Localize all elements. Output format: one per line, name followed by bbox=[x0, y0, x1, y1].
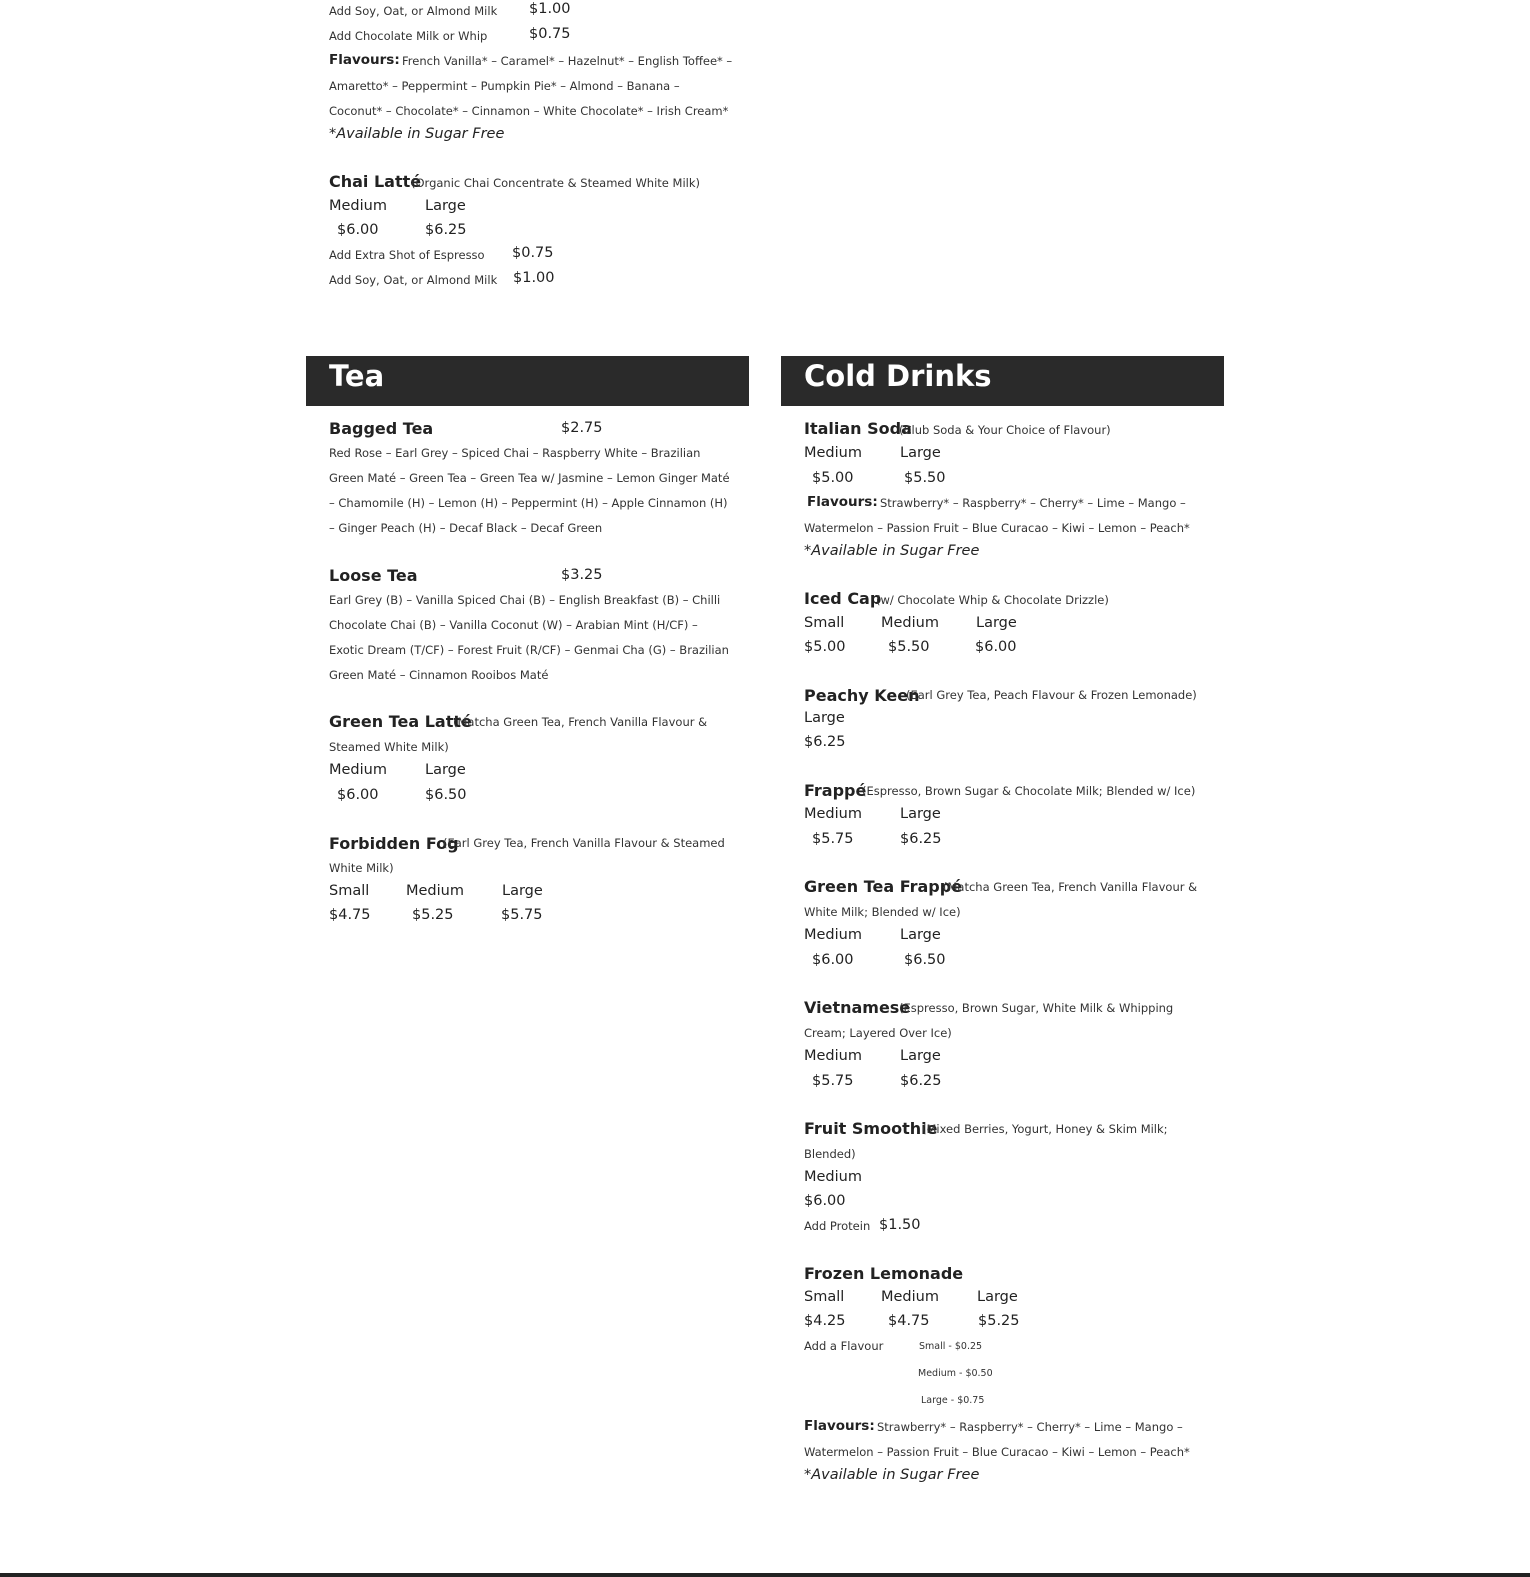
peachy-keen-name: Peachy Keen bbox=[804, 686, 920, 705]
green-tea-latte-name: Green Tea Latté bbox=[329, 712, 472, 731]
price: $5.75 bbox=[812, 1073, 854, 1089]
flavours-line: Watermelon – Passion Fruit – Blue Curacao – Kiwi – Lemon – Peach* bbox=[804, 521, 1190, 535]
flavours-label: Flavours: bbox=[804, 1418, 875, 1434]
price: $5.25 bbox=[978, 1313, 1020, 1329]
flavour-price-large: Large - $0.75 bbox=[921, 1395, 985, 1406]
flavours-label: Flavours: bbox=[329, 52, 400, 68]
addon-milk-label: Add Soy, Oat, or Almond Milk bbox=[329, 273, 498, 287]
green-tea-latte-desc: (Matcha Green Tea, French Vanilla Flavour & bbox=[453, 715, 708, 729]
price: $6.25 bbox=[804, 734, 846, 750]
price: $4.25 bbox=[804, 1313, 846, 1329]
addon-choc-label: Add Chocolate Milk or Whip bbox=[329, 29, 488, 43]
flavours-line: Coconut* – Chocolate* – Cinnamon – White Chocolate* – Irish Cream* bbox=[329, 104, 729, 118]
addon-milk-price: $1.00 bbox=[513, 270, 555, 286]
size-label: Large bbox=[900, 1048, 941, 1064]
vietnamese-desc: Cream; Layered Over Ice) bbox=[804, 1026, 952, 1040]
size-label: Small bbox=[804, 615, 845, 631]
price: $5.50 bbox=[888, 639, 930, 655]
size-label: Large bbox=[425, 762, 466, 778]
green-tea-frappe-desc: (Matcha Green Tea, French Vanilla Flavour & bbox=[943, 880, 1198, 894]
size-label: Large bbox=[502, 883, 543, 899]
size-label: Large bbox=[900, 927, 941, 943]
flavours-line: Amaretto* – Peppermint – Pumpkin Pie* – Almond – Banana – bbox=[329, 79, 680, 93]
size-label: Medium bbox=[329, 198, 387, 214]
flavours-line: Strawberry* – Raspberry* – Cherry* – Lime – Mango – bbox=[880, 496, 1186, 510]
price: $6.50 bbox=[425, 787, 467, 803]
chai-latte-desc: (Organic Chai Concentrate & Steamed White Milk) bbox=[411, 176, 700, 190]
size-label: Medium bbox=[804, 927, 862, 943]
tea-title: Tea bbox=[329, 359, 385, 393]
green-tea-frappe-name: Green Tea Frappé bbox=[804, 877, 963, 896]
bottom-divider bbox=[0, 1573, 1530, 1577]
size-label: Large bbox=[976, 615, 1017, 631]
frozen-lemonade-name: Frozen Lemonade bbox=[804, 1264, 964, 1283]
addon-milk-price: $1.00 bbox=[529, 1, 571, 17]
size-label: Large bbox=[900, 445, 941, 461]
price: $5.50 bbox=[904, 470, 946, 486]
size-label: Medium bbox=[329, 762, 387, 778]
price: $5.00 bbox=[812, 470, 854, 486]
price: $5.75 bbox=[501, 907, 543, 923]
vietnamese-desc: (Espresso, Brown Sugar, White Milk & Whipping bbox=[899, 1001, 1174, 1015]
price: $6.00 bbox=[337, 787, 379, 803]
fruit-smoothie-desc: Blended) bbox=[804, 1147, 856, 1161]
peachy-keen-desc: (Earl Grey Tea, Peach Flavour & Frozen Lemonade) bbox=[906, 688, 1197, 702]
green-tea-latte-desc: Steamed White Milk) bbox=[329, 740, 449, 754]
price: $5.25 bbox=[412, 907, 454, 923]
flavours-line: French Vanilla* – Caramel* – Hazelnut* – English Toffee* – bbox=[402, 54, 733, 68]
bagged-tea-name: Bagged Tea bbox=[329, 419, 434, 438]
tea-header bbox=[306, 356, 749, 406]
flavours-line: Strawberry* – Raspberry* – Cherry* – Lime – Mango – bbox=[877, 1420, 1183, 1434]
iced-cap-name: Iced Cap bbox=[804, 589, 882, 608]
addon-milk-label: Add Soy, Oat, or Almond Milk bbox=[329, 4, 498, 18]
price: $6.50 bbox=[904, 952, 946, 968]
price: $4.75 bbox=[888, 1313, 930, 1329]
price: $6.25 bbox=[900, 831, 942, 847]
size-label: Medium bbox=[881, 1289, 939, 1305]
chai-latte-name: Chai Latté bbox=[329, 172, 422, 191]
price: $6.00 bbox=[812, 952, 854, 968]
forbidden-fog-name: Forbidden Fog bbox=[329, 834, 459, 853]
green-tea-frappe-desc: White Milk; Blended w/ Ice) bbox=[804, 905, 961, 919]
fruit-smoothie-desc: (Mixed Berries, Yogurt, Honey & Skim Milk; bbox=[922, 1122, 1168, 1136]
tea-list-line: Earl Grey (B) – Vanilla Spiced Chai (B) – English Breakfast (B) – Chilli bbox=[329, 593, 721, 607]
forbidden-fog-desc: White Milk) bbox=[329, 861, 394, 875]
tea-list-line: Chocolate Chai (B) – Vanilla Coconut (W) – Arabian Mint (H/CF) – bbox=[329, 618, 698, 632]
tea-list-line: Green Maté – Green Tea – Green Tea w/ Jasmine – Lemon Ginger Maté bbox=[329, 471, 730, 485]
loose-tea-name: Loose Tea bbox=[329, 566, 418, 585]
italian-soda-desc: (Club Soda & Your Choice of Flavour) bbox=[899, 423, 1111, 437]
flavour-price-medium: Medium - $0.50 bbox=[918, 1368, 993, 1379]
addon-espresso-label: Add Extra Shot of Espresso bbox=[329, 248, 485, 262]
price: $4.75 bbox=[329, 907, 371, 923]
forbidden-fog-desc: (Earl Grey Tea, French Vanilla Flavour & Steamed bbox=[443, 836, 725, 850]
size-label: Medium bbox=[804, 1169, 862, 1185]
price: $6.00 bbox=[804, 1193, 846, 1209]
size-label: Large bbox=[804, 710, 845, 726]
loose-tea-price: $3.25 bbox=[561, 567, 603, 583]
flavour-price-small: Small - $0.25 bbox=[919, 1341, 983, 1352]
add-flavour-label: Add a Flavour bbox=[804, 1339, 884, 1353]
tea-list-line: – Ginger Peach (H) – Decaf Black – Decaf Green bbox=[329, 521, 603, 535]
tea-list-line: Green Maté – Cinnamon Rooibos Maté bbox=[329, 668, 549, 682]
addon-protein-label: Add Protein bbox=[804, 1219, 871, 1233]
size-label: Large bbox=[900, 806, 941, 822]
tea-list-line: Red Rose – Earl Grey – Spiced Chai – Raspberry White – Brazilian bbox=[329, 446, 701, 460]
iced-cap-desc: (w/ Chocolate Whip & Chocolate Drizzle) bbox=[876, 593, 1109, 607]
tea-list-line: Exotic Dream (T/CF) – Forest Fruit (R/CF) – Genmai Cha (G) – Brazilian bbox=[329, 643, 729, 657]
cold-drinks-header bbox=[781, 356, 1224, 406]
frappe-name: Frappé bbox=[804, 781, 867, 800]
sugar-free-note: *Available in Sugar Free bbox=[804, 1467, 980, 1483]
addon-choc-price: $0.75 bbox=[529, 26, 571, 42]
fruit-smoothie-name: Fruit Smoothie bbox=[804, 1119, 938, 1138]
size-label: Large bbox=[425, 198, 466, 214]
size-label: Medium bbox=[406, 883, 464, 899]
flavours-label: Flavours: bbox=[807, 494, 878, 510]
size-label: Medium bbox=[804, 445, 862, 461]
size-label: Medium bbox=[804, 806, 862, 822]
sugar-free-note: *Available in Sugar Free bbox=[329, 126, 505, 142]
size-label: Medium bbox=[881, 615, 939, 631]
flavours-line: Watermelon – Passion Fruit – Blue Curacao – Kiwi – Lemon – Peach* bbox=[804, 1445, 1190, 1459]
price: $5.00 bbox=[804, 639, 846, 655]
size-label: Small bbox=[329, 883, 370, 899]
size-label: Large bbox=[977, 1289, 1018, 1305]
cold-drinks-title: Cold Drinks bbox=[804, 359, 992, 393]
price: $6.00 bbox=[975, 639, 1017, 655]
sugar-free-note: *Available in Sugar Free bbox=[804, 543, 980, 559]
addon-protein-price: $1.50 bbox=[879, 1217, 921, 1233]
vietnamese-name: Vietnamese bbox=[804, 998, 911, 1017]
bagged-tea-price: $2.75 bbox=[561, 420, 603, 436]
price: $6.25 bbox=[425, 222, 467, 238]
frappe-desc: (Espresso, Brown Sugar & Chocolate Milk; Blended w/ Ice) bbox=[862, 784, 1196, 798]
price: $6.00 bbox=[337, 222, 379, 238]
price: $6.25 bbox=[900, 1073, 942, 1089]
size-label: Medium bbox=[804, 1048, 862, 1064]
size-label: Small bbox=[804, 1289, 845, 1305]
tea-list-line: – Chamomile (H) – Lemon (H) – Peppermint (H) – Apple Cinnamon (H) bbox=[329, 496, 728, 510]
addon-espresso-price: $0.75 bbox=[512, 245, 554, 261]
italian-soda-name: Italian Soda bbox=[804, 419, 912, 438]
price: $5.75 bbox=[812, 831, 854, 847]
